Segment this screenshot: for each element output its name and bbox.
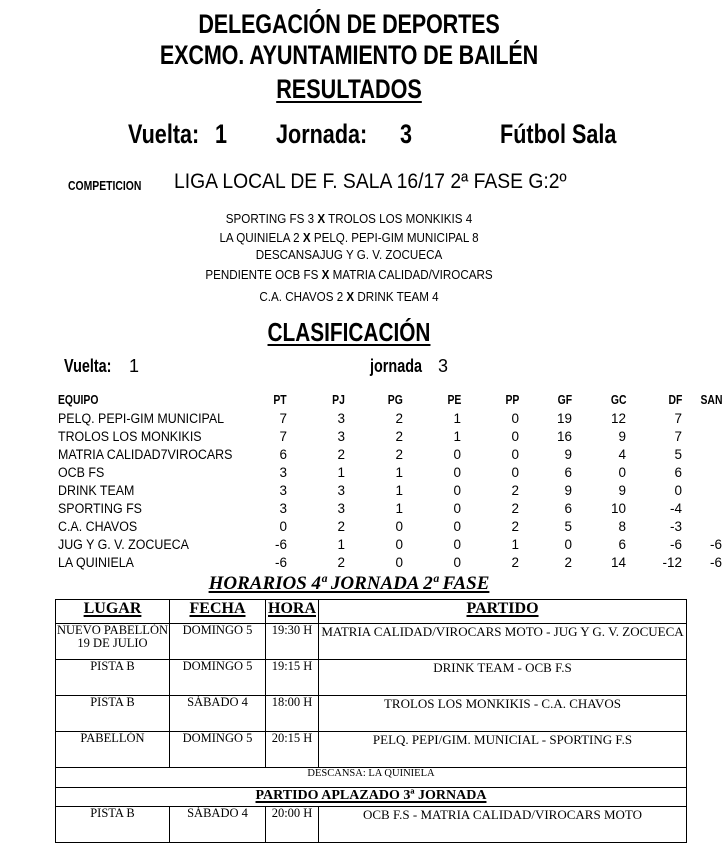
table-row — [58, 427, 722, 445]
cell-pg: 0 — [395, 536, 403, 552]
result-separator-icon: X — [321, 268, 330, 282]
table-row — [58, 499, 722, 517]
cell-gf: 6 — [564, 500, 572, 516]
cell-df: -4 — [669, 500, 682, 516]
cell-gf: 9 — [564, 482, 572, 498]
result-home: C.A. CHAVOS 2 — [259, 290, 344, 304]
cell-san — [682, 427, 722, 445]
cell-pg: 0 — [395, 554, 403, 570]
cell-pt: 7 — [279, 428, 287, 444]
cell-df: 6 — [674, 464, 682, 480]
table-row — [58, 445, 722, 463]
cell-pe: 0 — [453, 554, 461, 570]
cell-lugar: PISTA B — [56, 660, 170, 696]
results-list — [0, 208, 698, 308]
cell-pj: 3 — [337, 410, 345, 426]
cell-gc: 8 — [618, 518, 626, 534]
column-header-equipo: EQUIPO — [58, 391, 99, 407]
result-away: TROLOS LOS MONKIKIS 4 — [328, 212, 473, 226]
cell-fecha: DOMINGO 5 — [170, 624, 266, 660]
cell-pt: -6 — [274, 536, 287, 552]
header-jornada-label: Jornada: — [276, 119, 368, 149]
schedule-descansa: DESCANSA: LA QUINIELA — [56, 768, 687, 788]
cell-pj: 2 — [337, 446, 345, 462]
cell-pg: 0 — [395, 518, 403, 534]
cell-equipo: SPORTING FS — [58, 500, 142, 516]
result-separator-icon: X — [317, 212, 326, 226]
standings-table — [58, 389, 722, 571]
cell-hora: 19:15 H — [266, 660, 319, 696]
table-row — [56, 807, 687, 843]
column-header-pe: PE — [447, 391, 461, 407]
header-resultados: RESULTADOS — [276, 74, 422, 104]
cell-equipo: DRINK TEAM — [58, 482, 135, 498]
header-jornada-value: 3 — [400, 119, 413, 149]
cell-gf: 9 — [564, 446, 572, 462]
cell-partido: TROLOS LOS MONKIKIS - C.A. CHAVOS — [319, 696, 687, 732]
cell-pg: 2 — [395, 428, 403, 444]
cell-gc: 0 — [618, 464, 626, 480]
classification-jornada-value: 3 — [438, 356, 449, 376]
cell-pe: 0 — [453, 518, 461, 534]
schedule-table — [55, 599, 687, 843]
column-header-pt: PT — [273, 391, 287, 407]
competition-value: LIGA LOCAL DE F. SALA 16/17 2ª FASE G:2º — [174, 170, 567, 193]
cell-san — [682, 463, 722, 481]
table-row — [56, 732, 687, 768]
classification-round-row — [0, 356, 698, 382]
cell-pp: 2 — [511, 554, 519, 570]
schedule-aplazado-title: PARTIDO APLAZADO 3ª JORNADA — [56, 788, 687, 807]
table-row — [56, 696, 687, 732]
cell-lugar — [56, 624, 170, 660]
cell-san — [682, 517, 722, 535]
cell-lugar: PISTA B — [56, 807, 170, 843]
column-header-pg: PG — [387, 391, 403, 407]
lugar-line-1: NUEVO PABELLÓN — [57, 623, 168, 637]
cell-pp: 2 — [511, 500, 519, 516]
result-away: MATRIA CALIDAD/VIROCARS — [332, 268, 493, 282]
schedule-table-wrapper — [0, 599, 698, 843]
standings-table-wrapper — [0, 389, 722, 571]
cell-lugar: PABELLÓN — [56, 732, 170, 768]
cell-gf: 6 — [564, 464, 572, 480]
cell-pp: 0 — [511, 446, 519, 462]
cell-pj: 3 — [337, 482, 345, 498]
cell-pg: 2 — [395, 446, 403, 462]
cell-equipo: PELQ. PEPI-GIM MUNICIPAL — [58, 410, 225, 426]
cell-fecha: DOMINGO 5 — [170, 660, 266, 696]
cell-df: -6 — [669, 536, 682, 552]
cell-pt: 0 — [279, 518, 287, 534]
cell-pg: 1 — [395, 500, 403, 516]
cell-partido: DRINK TEAM - OCB F.S — [319, 660, 687, 696]
cell-pe: 1 — [453, 410, 461, 426]
cell-df: -3 — [669, 518, 682, 534]
result-home: OCB FS — [275, 268, 319, 282]
cell-pe: 0 — [453, 500, 461, 516]
lugar-line-2: 19 DE JULIO — [77, 636, 148, 650]
cell-pt: 6 — [279, 446, 287, 462]
table-row — [58, 535, 722, 553]
cell-pg: 2 — [395, 410, 403, 426]
pendiente-prefix: PENDIENTE — [205, 268, 272, 282]
cell-fecha: SÁBADO 4 — [170, 696, 266, 732]
cell-pt: 3 — [279, 482, 287, 498]
cell-pt: 3 — [279, 464, 287, 480]
cell-pj: 1 — [337, 536, 345, 552]
cell-pe: 0 — [453, 464, 461, 480]
result-match — [24, 286, 673, 308]
cell-pp: 0 — [511, 428, 519, 444]
classification-jornada-label: jornada — [370, 356, 423, 376]
cell-df: 7 — [674, 410, 682, 426]
header-round-row — [0, 119, 698, 153]
cell-hora: 20:15 H — [266, 732, 319, 768]
competition-label: COMPETICION — [68, 178, 142, 193]
column-header-lugar: LUGAR — [56, 600, 170, 624]
cell-gf: 0 — [564, 536, 572, 552]
table-row — [56, 660, 687, 696]
cell-fecha: SÁBADO 4 — [170, 807, 266, 843]
cell-gc: 10 — [610, 500, 626, 516]
header-line-ayuntamiento: EXCMO. AYUNTAMIENTO DE BAILÉN — [159, 40, 539, 70]
table-row — [58, 481, 722, 499]
cell-equipo: JUG Y G. V. ZOCUECA — [58, 536, 189, 552]
cell-pj: 2 — [337, 518, 345, 534]
result-away: PELQ. PEPI-GIM MUNICIPAL 8 — [313, 231, 479, 245]
cell-gc: 9 — [618, 482, 626, 498]
cell-df: 0 — [674, 482, 682, 498]
schedule-descansa-row — [56, 768, 687, 788]
column-header-pp: PP — [505, 391, 519, 407]
column-header-pj: PJ — [332, 391, 345, 407]
schedule-title: HORARIOS 4ª JORNADA 2ª FASE — [208, 573, 490, 594]
cell-san: -6 — [709, 554, 722, 570]
cell-equipo: C.A. CHAVOS — [58, 518, 138, 534]
column-header-gf: GF — [557, 391, 572, 407]
column-header-hora: HORA — [266, 600, 319, 624]
cell-pp: 0 — [511, 410, 519, 426]
cell-pj: 1 — [337, 464, 345, 480]
cell-lugar: PISTA B — [56, 696, 170, 732]
competition-row — [0, 170, 698, 200]
cell-partido: MATRIA CALIDAD/VIROCARS MOTO - JUG Y G. V. ZOCUECA — [319, 624, 687, 660]
result-separator-icon: X — [346, 290, 355, 304]
result-home: LA QUINIELA 2 — [219, 231, 300, 245]
cell-san — [682, 481, 722, 499]
classification-title: CLASIFICACIÓN — [267, 317, 431, 347]
cell-san — [682, 409, 722, 427]
cell-pp: 2 — [511, 482, 519, 498]
cell-partido: PELQ. PEPI/GIM. MUNICIAL - SPORTING F.S — [319, 732, 687, 768]
schedule-aplazado-title-row — [56, 788, 687, 807]
column-header-partido: PARTIDO — [319, 600, 687, 624]
classification-vuelta-value: 1 — [129, 356, 140, 376]
header-vuelta-label: Vuelta: — [128, 119, 200, 149]
result-match — [24, 208, 673, 230]
cell-pp: 0 — [511, 464, 519, 480]
cell-hora: 19:30 H — [266, 624, 319, 660]
result-pendiente — [24, 264, 673, 286]
cell-gc: 12 — [610, 410, 626, 426]
cell-pp: 2 — [511, 518, 519, 534]
cell-gc: 4 — [618, 446, 626, 462]
cell-df: -12 — [662, 554, 682, 570]
cell-gc: 9 — [618, 428, 626, 444]
cell-df: 5 — [674, 446, 682, 462]
cell-san — [682, 445, 722, 463]
cell-pj: 3 — [337, 500, 345, 516]
cell-pt: 3 — [279, 500, 287, 516]
cell-equipo: MATRIA CALIDAD7VIROCARS — [58, 446, 233, 462]
cell-equipo: OCB FS — [58, 464, 105, 480]
cell-partido: OCB F.S - MATRIA CALIDAD/VIROCARS MOTO — [319, 807, 687, 843]
column-header-df: DF — [668, 391, 682, 407]
result-descansa: DESCANSAJUG Y G. V. ZOCUECA — [255, 248, 443, 262]
cell-pe: 0 — [453, 536, 461, 552]
cell-hora: 18:00 H — [266, 696, 319, 732]
result-separator-icon: X — [302, 231, 311, 245]
cell-fecha: DOMINGO 5 — [170, 732, 266, 768]
column-header-gc: GC — [610, 391, 626, 407]
column-header-san: SAN — [700, 391, 722, 407]
cell-pj: 2 — [337, 554, 345, 570]
cell-pe: 0 — [453, 446, 461, 462]
standings-body — [58, 409, 722, 571]
cell-san: -6 — [709, 536, 722, 552]
cell-pt: -6 — [274, 554, 287, 570]
cell-gf: 5 — [564, 518, 572, 534]
result-match — [24, 230, 673, 247]
table-row — [58, 517, 722, 535]
cell-san — [682, 499, 722, 517]
table-row — [58, 463, 722, 481]
schedule-header-row — [56, 600, 687, 624]
classification-vuelta-label: Vuelta: — [64, 356, 112, 376]
table-row — [58, 409, 722, 427]
cell-pp: 1 — [511, 536, 519, 552]
cell-pe: 1 — [453, 428, 461, 444]
result-away: DRINK TEAM 4 — [357, 290, 439, 304]
cell-gf: 2 — [564, 554, 572, 570]
header-sport: Fútbol Sala — [500, 119, 617, 149]
cell-equipo: TROLOS LOS MONKIKIS — [58, 428, 202, 444]
header-line-delegacion: DELEGACIÓN DE DEPORTES — [198, 9, 500, 39]
cell-gf: 16 — [556, 428, 572, 444]
document-header — [0, 0, 698, 107]
standings-header-row — [58, 389, 722, 409]
cell-pj: 3 — [337, 428, 345, 444]
header-vuelta-value: 1 — [215, 119, 228, 149]
table-row — [56, 624, 687, 660]
cell-hora: 20:00 H — [266, 807, 319, 843]
cell-pg: 1 — [395, 482, 403, 498]
schedule-body — [56, 624, 687, 843]
cell-gc: 6 — [618, 536, 626, 552]
cell-pe: 0 — [453, 482, 461, 498]
cell-gf: 19 — [556, 410, 572, 426]
cell-equipo: LA QUINIELA — [58, 554, 134, 570]
table-row — [58, 553, 722, 571]
column-header-fecha: FECHA — [170, 600, 266, 624]
result-home: SPORTING FS 3 — [225, 212, 315, 226]
cell-pg: 1 — [395, 464, 403, 480]
cell-gc: 14 — [610, 554, 626, 570]
cell-df: 7 — [674, 428, 682, 444]
cell-pt: 7 — [279, 410, 287, 426]
